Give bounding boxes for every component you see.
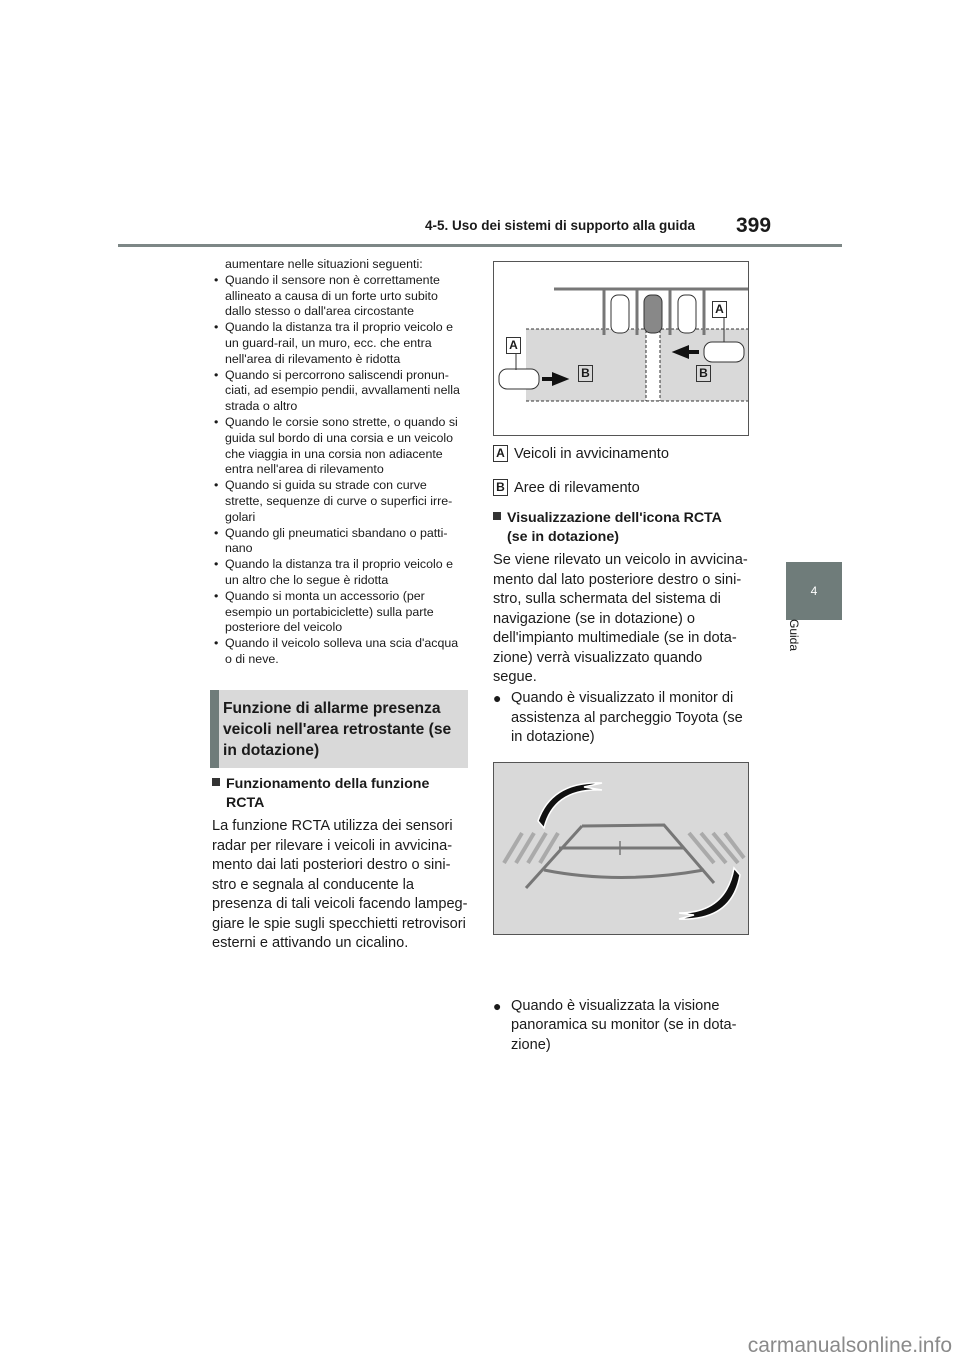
rear-camera-illustration [494, 763, 748, 934]
condition-item [212, 557, 472, 589]
section-heading-bar [210, 690, 219, 768]
label-a-right: A [712, 301, 727, 318]
subheading-line: Funzionamento della funzione [226, 776, 430, 792]
legend-b [493, 479, 640, 499]
heading-line: veicoli nell'area retrostante (se [223, 721, 452, 738]
text-line: Quando le corsie sono strette, o quando si [225, 414, 458, 429]
text-line: mento dal lato posteriore destro o sini- [493, 571, 742, 588]
subheading-line: Visualizzazione dell'icona RCTA [507, 510, 722, 526]
text-line: allineato a causa di un forte urto subito [225, 288, 438, 303]
icon-subheading [493, 509, 722, 547]
text-line: nell'area di rilevamento è ridotta [225, 351, 401, 366]
legend-a [493, 445, 669, 465]
square-bullet-icon [212, 778, 220, 786]
text-line: o di neve. [225, 651, 279, 666]
text-line: strette, sequenze di curve o superfici irre- [225, 493, 453, 508]
text-line: dallo stesso o dall'area circostante [225, 304, 415, 319]
text-line: esterni e attivando un cicalino. [212, 935, 409, 951]
condition-item [212, 478, 472, 525]
bullet-dot-icon: • [214, 525, 219, 540]
text-line: esempio un portabiciclette) sulla parte [225, 604, 434, 619]
parking-diagram [493, 261, 749, 436]
condition-item [212, 368, 472, 415]
subheading-line: RCTA [226, 795, 265, 811]
section-header: 4-5. Uso dei sistemi di supporto alla guida [425, 218, 696, 233]
bullet-dot-icon: • [214, 636, 219, 651]
text-line: stro, sulla schermata del sistema di [493, 591, 721, 607]
text-line: un guard-rail, un muro, ecc. che entra [225, 335, 432, 350]
condition-item [212, 589, 472, 636]
text-line: che viaggia in una corsia non adiacente [225, 446, 443, 461]
text-line: Se viene rilevato un veicolo in avvicina- [493, 552, 748, 568]
text-line: un altro che lo segue è ridotta [225, 572, 389, 587]
text-line: golari [225, 509, 256, 524]
condition-item [212, 273, 472, 320]
bullet-dot-icon: • [214, 367, 219, 382]
text-line: giare le spie sugli specchietti retrovisori [212, 915, 466, 932]
text-line: Quando è visualizzata la visione [511, 997, 720, 1014]
text-line: Quando si monta un accessorio (per [225, 588, 425, 603]
text-line: presenza di tali veicoli facendo lampeg- [212, 896, 468, 912]
bullet-parking-monitor [493, 689, 960, 748]
header-divider [118, 244, 842, 247]
camera-diagram [493, 762, 749, 935]
bullet-dot-icon: • [214, 557, 219, 572]
subheading-line: (se in dotazione) [507, 529, 619, 545]
rcta-paragraph [212, 817, 468, 954]
bullet-dot-icon: • [214, 272, 219, 287]
left-column [212, 257, 472, 668]
label-b-right: B [696, 365, 711, 382]
rcta-subheading [212, 775, 429, 813]
text-line: Quando si guida su strade con curve [225, 478, 427, 493]
text-line: panoramica su monitor (se in dota- [511, 1017, 737, 1033]
text-line: La funzione RCTA utilizza dei sensori [212, 818, 453, 834]
condition-item [212, 415, 472, 478]
text-line: posteriore del veicolo [225, 620, 343, 635]
legend-key: B [493, 479, 508, 496]
page-number: 399 [736, 214, 772, 237]
text-line: Quando gli pneumatici sbandano o patti- [225, 525, 448, 540]
text-line: navigazione (se in dotazione) o [493, 610, 696, 627]
chapter-label: Guida [787, 618, 801, 652]
text-line: guida sul bordo di una corsia e un veicolo [225, 430, 453, 445]
bullet-dot-icon: ● [493, 997, 502, 1014]
text-line: Quando il sensore non è correttamente [225, 272, 440, 287]
heading-line: Funzione di allarme presenza [223, 700, 441, 717]
text-line: Quando è visualizzato il monitor di [511, 690, 734, 706]
text-line: Quando la distanza tra il proprio veicolo e [225, 557, 453, 572]
text-line: assistenza al parcheggio Toyota (se [511, 709, 743, 726]
condition-item [212, 636, 472, 668]
legend-text: Veicoli in avvicinamento [514, 446, 669, 462]
label-a-left: A [506, 337, 521, 354]
condition-item [212, 320, 472, 367]
heading-line: in dotazione) [223, 742, 320, 759]
label-b-left: B [578, 365, 593, 382]
parking-illustration [494, 262, 748, 435]
text-line: Quando la distanza tra il proprio veicolo e [225, 320, 453, 335]
legend-key: A [493, 445, 508, 462]
intro-text: aumentare nelle situazioni seguenti: [225, 257, 423, 271]
bullet-dot-icon: • [214, 588, 219, 603]
text-line: strada o altro [225, 399, 298, 414]
bullet-panoramic-view [493, 997, 960, 1056]
text-line: ciati, ad esempio pendii, avvallamenti nella [225, 383, 460, 398]
bullet-dot-icon: • [214, 320, 219, 335]
text-line: stro e segnala al conducente la [212, 876, 415, 893]
text-line: zione) [511, 1036, 551, 1053]
condition-list [212, 273, 472, 668]
square-bullet-icon [493, 512, 501, 520]
text-line: radar per rilevare i veicoli in avvicina- [212, 837, 453, 854]
watermark: carmanualsonline.info [747, 1334, 952, 1357]
icon-paragraph [493, 551, 748, 688]
bullet-dot-icon: • [214, 478, 219, 493]
text-line: in dotazione) [511, 729, 595, 745]
bullet-dot-icon: ● [493, 690, 502, 706]
text-line: entra nell'area di rilevamento [225, 462, 384, 477]
section-heading [223, 698, 451, 761]
text-line: segue. [493, 669, 537, 685]
bullet-dot-icon: • [214, 414, 219, 429]
text-line: mento dai lati posteriori destro o sini- [212, 857, 451, 873]
text-line: Quando si percorrono saliscendi pronun- [225, 367, 449, 382]
condition-item [212, 526, 472, 558]
text-line: dell'impianto multimediale (se in dota- [493, 630, 737, 646]
text-line: zione) verrà visualizzato quando [493, 649, 703, 666]
text-line: nano [225, 541, 253, 556]
chapter-number: 4 [810, 584, 818, 598]
text-line: Quando il veicolo solleva una scia d'acqua [225, 636, 459, 651]
legend-text: Aree di rilevamento [514, 480, 640, 496]
